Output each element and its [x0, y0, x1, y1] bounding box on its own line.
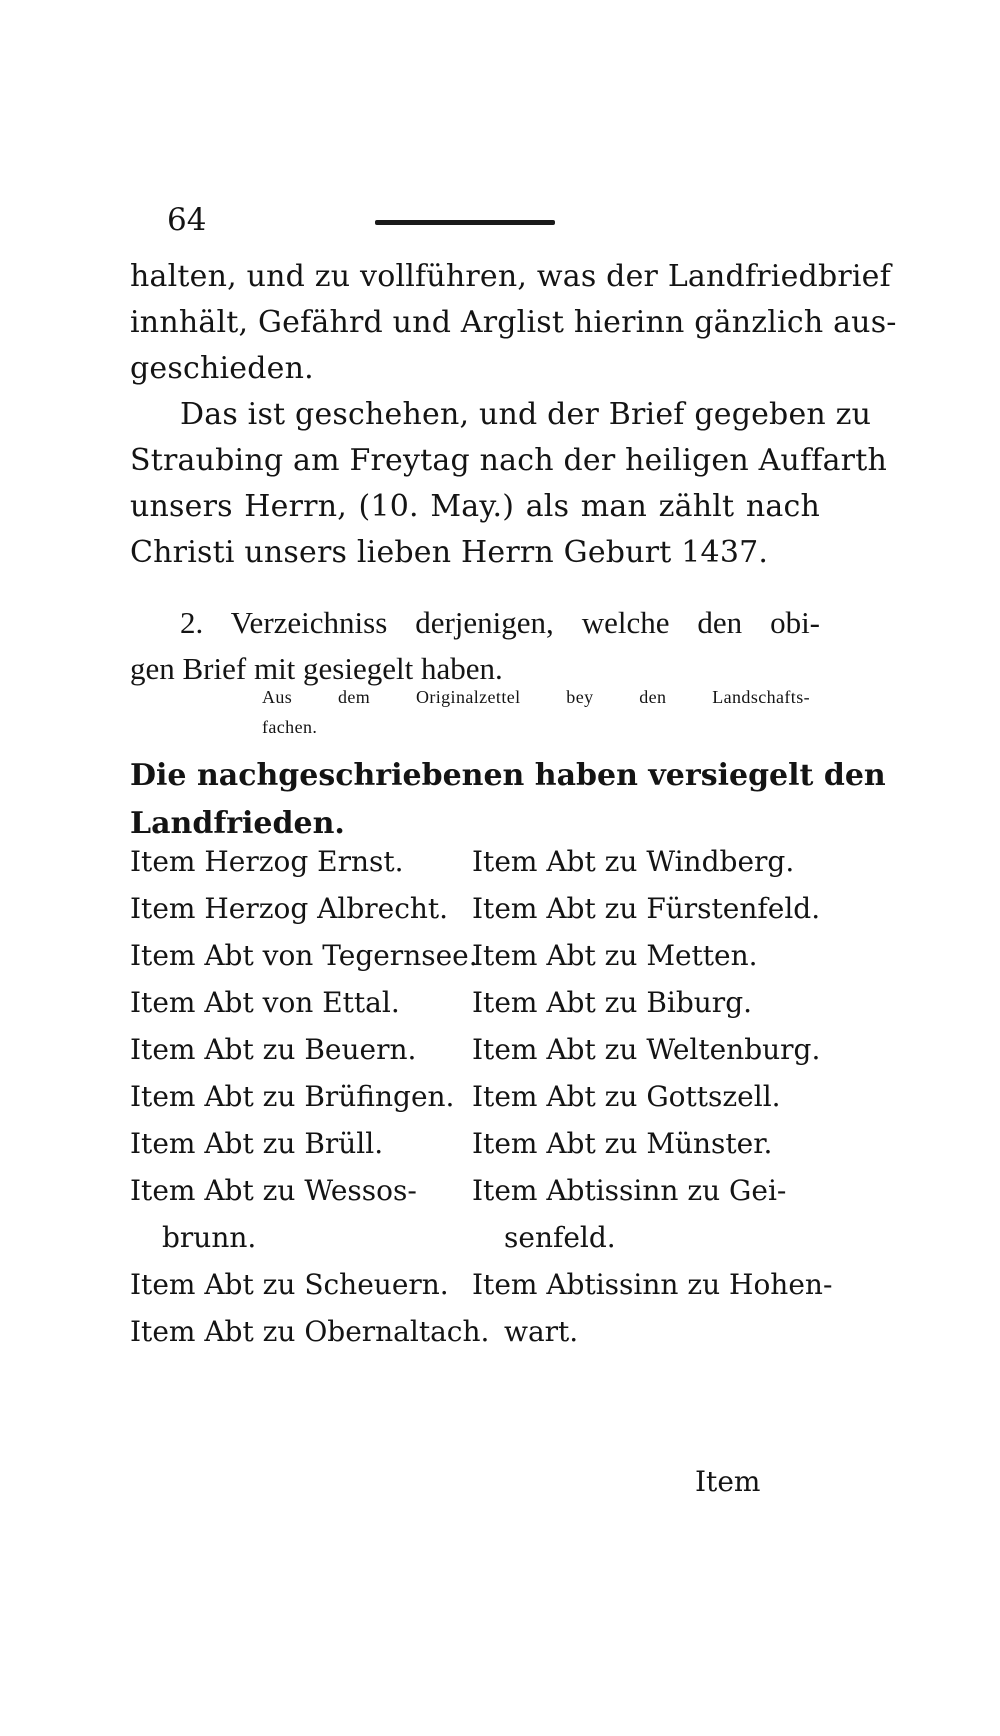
list-item-text-continued: senfeld. — [504, 1221, 616, 1254]
seal-list-left-column — [130, 838, 490, 1355]
list-item — [472, 1073, 802, 1120]
list-item-text: Item Abt zu Metten. — [472, 939, 758, 972]
list-item — [472, 1026, 821, 1073]
list-item-text: Item Abt zu Münster. — [472, 1127, 773, 1160]
list-item — [130, 932, 478, 979]
item-2-title — [130, 600, 820, 692]
list-item-text: Item Abtissinn zu Gei- — [472, 1174, 787, 1207]
list-item-text: Item Abt zu Wessos- — [130, 1174, 417, 1207]
list-item — [130, 1073, 460, 1120]
text-line: fachen. — [262, 717, 318, 737]
text-line: halten, und zu vollführen, was der Landfriedbrief — [130, 259, 891, 294]
list-item-text: Item Abt zu Brüll. — [130, 1127, 384, 1160]
list-item — [130, 1120, 460, 1167]
list-item-text: Item Abt zu Biburg. — [472, 986, 753, 1019]
list-item-text: Item Abt zu Beuern. — [130, 1033, 417, 1066]
list-item-text: Item Abt zu Brüfingen. — [130, 1080, 455, 1113]
list-item-text: Item Abt zu Obernaltach. — [130, 1315, 490, 1348]
list-item — [130, 1261, 460, 1308]
list-item-text-continued: wart. — [504, 1315, 579, 1348]
list-item — [472, 1120, 802, 1167]
page-number: 64 — [167, 202, 207, 238]
text-line: Straubing am Freytag nach der heiligen Auffarth — [130, 443, 887, 478]
text-line: unsers Herrn, (10. May.) als man zählt nach — [130, 489, 820, 524]
list-item-text: Item Abt von Ettal. — [130, 986, 400, 1019]
list-item-text: Item Herzog Ernst. — [130, 845, 404, 878]
heading-line: Die nachgeschriebenen haben versiegelt den — [130, 758, 886, 793]
list-item-text-continued: brunn. — [162, 1221, 257, 1254]
list-item-text: Item Abt von Tegernsee. — [130, 939, 478, 972]
section-heading — [130, 752, 886, 848]
list-item — [472, 979, 802, 1026]
header-rule — [375, 220, 555, 225]
list-item-text: Item Abtissinn zu Hohen- — [472, 1268, 833, 1301]
heading-line: Landfrieden. — [130, 806, 345, 841]
list-item — [472, 838, 802, 885]
list-item-text: Item Herzog Albrecht. — [130, 892, 449, 925]
text-line: gen Brief mit gesiegelt haben. — [130, 651, 503, 686]
text-line: 2. Verzeichniss derjenigen, welche den obi- — [180, 605, 820, 640]
list-item — [130, 1308, 490, 1355]
list-item — [130, 838, 460, 885]
list-item — [472, 1261, 833, 1355]
list-item — [130, 885, 460, 932]
list-item — [472, 885, 821, 932]
paragraph-dating — [130, 392, 887, 576]
list-item-text: Item Abt zu Fürstenfeld. — [472, 892, 821, 925]
catchword: Item — [695, 1465, 761, 1498]
text-line: Das ist geschehen, und der Brief gegeben zu — [180, 397, 872, 432]
list-item-text: Item Abt zu Gottszell. — [472, 1080, 781, 1113]
list-item — [472, 1167, 802, 1261]
list-item-text: Item Abt zu Weltenburg. — [472, 1033, 821, 1066]
list-item — [130, 979, 460, 1026]
list-item — [130, 1167, 460, 1261]
text-line: Christi unsers lieben Herrn Geburt 1437. — [130, 535, 769, 570]
seal-list-right-column — [472, 838, 833, 1355]
list-item-text: Item Abt zu Windberg. — [472, 845, 795, 878]
source-note — [262, 682, 810, 742]
paragraph-continued — [130, 254, 897, 392]
list-item-text: Item Abt zu Scheuern. — [130, 1268, 449, 1301]
text-line: Aus dem Originalzettel bey den Landschafts- — [262, 687, 810, 707]
text-line: innhält, Gefährd und Arglist hierinn gänzlich aus- — [130, 305, 897, 340]
list-item — [472, 932, 802, 979]
text-line: geschieden. — [130, 351, 314, 386]
list-item — [130, 1026, 460, 1073]
